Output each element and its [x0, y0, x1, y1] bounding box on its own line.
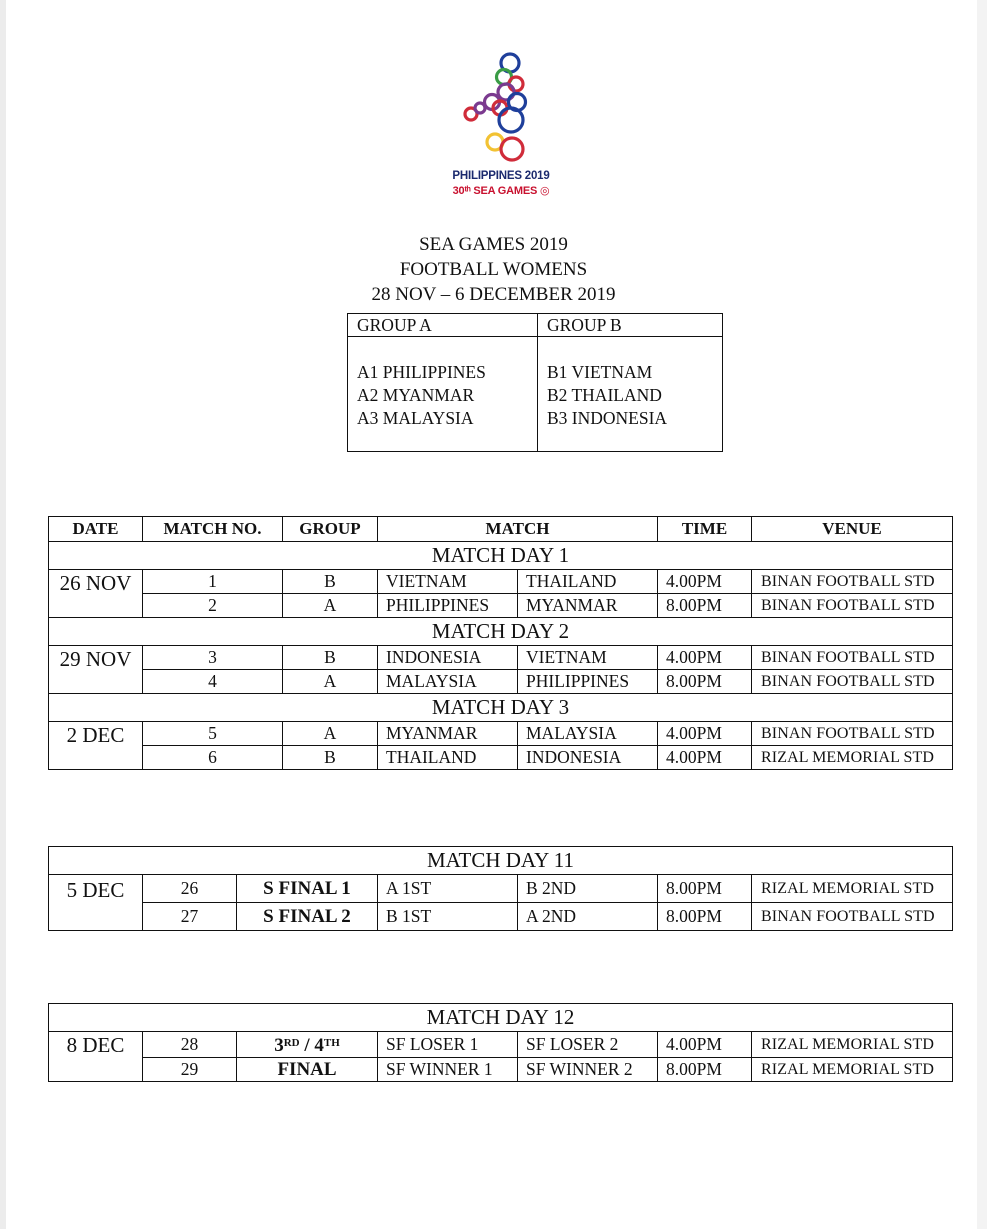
away-team: INDONESIA: [518, 746, 658, 770]
match-venue: RIZAL MEMORIAL STD: [752, 1032, 953, 1058]
col-venue: VENUE: [752, 517, 953, 542]
match-venue: BINAN FOOTBALL STD: [752, 722, 953, 746]
group-team: B3 INDONESIA: [547, 408, 668, 428]
col-date: DATE: [49, 517, 143, 542]
match-group: B: [283, 746, 378, 770]
table-row: [49, 570, 953, 594]
col-match: MATCH: [378, 517, 658, 542]
match-time: 4.00PM: [658, 722, 752, 746]
home-team: THAILAND: [378, 746, 518, 770]
match-number: 4: [143, 670, 283, 694]
table-row: [49, 722, 953, 746]
match-day-heading: MATCH DAY 12: [49, 1004, 953, 1032]
match-venue: BINAN FOOTBALL STD: [752, 903, 953, 931]
table-row: [49, 903, 953, 931]
match-date: 5 DEC: [49, 875, 143, 931]
group-team: B1 VIETNAM: [547, 362, 653, 382]
match-date: 29 NOV: [49, 646, 143, 694]
match-venue: RIZAL MEMORIAL STD: [752, 875, 953, 903]
event-dates: 28 NOV – 6 DECEMBER 2019: [371, 284, 616, 305]
away-team: SF WINNER 2: [518, 1058, 658, 1082]
match-venue: BINAN FOOTBALL STD: [752, 646, 953, 670]
group-a-teams: [348, 337, 538, 452]
home-team: A 1ST: [378, 875, 518, 903]
match-venue: BINAN FOOTBALL STD: [752, 594, 953, 618]
table-row: [49, 875, 953, 903]
group-b-title: GROUP B: [538, 314, 723, 337]
page-edge-right: [977, 0, 987, 1229]
match-group: A: [283, 594, 378, 618]
page-edge-left: [0, 0, 6, 1229]
match-number: 2: [143, 594, 283, 618]
home-team: VIETNAM: [378, 570, 518, 594]
logo-text-line2: 30ᵗʰ SEA GAMES ◎: [452, 185, 550, 197]
group-team: A2 MYANMAR: [357, 385, 475, 405]
match-stage: FINAL: [237, 1058, 378, 1082]
home-team: MYANMAR: [378, 722, 518, 746]
home-team: SF LOSER 1: [378, 1032, 518, 1058]
event-title: SEA GAMES 2019: [419, 234, 568, 255]
home-team: SF WINNER 1: [378, 1058, 518, 1082]
semi-final-schedule: [48, 846, 953, 931]
away-team: MYANMAR: [518, 594, 658, 618]
match-day-heading: MATCH DAY 1: [49, 542, 953, 570]
match-date: 8 DEC: [49, 1032, 143, 1082]
match-time: 4.00PM: [658, 570, 752, 594]
match-number: 29: [143, 1058, 237, 1082]
match-stage: S FINAL 1: [237, 875, 378, 903]
match-group: B: [283, 570, 378, 594]
match-number: 26: [143, 875, 237, 903]
col-time: TIME: [658, 517, 752, 542]
match-number: 3: [143, 646, 283, 670]
match-venue: RIZAL MEMORIAL STD: [752, 746, 953, 770]
match-number: 6: [143, 746, 283, 770]
groups-table: [347, 313, 723, 452]
group-stage-schedule: [48, 516, 953, 770]
stage-part: / 4: [299, 1035, 324, 1056]
match-venue: BINAN FOOTBALL STD: [752, 670, 953, 694]
header-row: [49, 517, 953, 542]
match-number: 27: [143, 903, 237, 931]
stage-part: 3: [274, 1035, 284, 1056]
match-group: A: [283, 670, 378, 694]
match-group: A: [283, 722, 378, 746]
table-row: [49, 594, 953, 618]
away-team: MALAYSIA: [518, 722, 658, 746]
match-time: 8.00PM: [658, 670, 752, 694]
match-time: 8.00PM: [658, 594, 752, 618]
table-row: [49, 746, 953, 770]
match-venue: BINAN FOOTBALL STD: [752, 570, 953, 594]
table-row: [49, 646, 953, 670]
match-venue: RIZAL MEMORIAL STD: [752, 1058, 953, 1082]
away-team: B 2ND: [518, 875, 658, 903]
group-team: A1 PHILIPPINES: [357, 362, 486, 382]
away-team: THAILAND: [518, 570, 658, 594]
group-a-title: GROUP A: [348, 314, 538, 337]
match-day-heading: MATCH DAY 11: [49, 847, 953, 875]
match-number: 1: [143, 570, 283, 594]
away-team: VIETNAM: [518, 646, 658, 670]
rings-logo-icon: [446, 50, 556, 170]
table-row: [49, 1058, 953, 1082]
event-subtitle: FOOTBALL WOMENS: [399, 259, 588, 280]
match-time: 4.00PM: [658, 1032, 752, 1058]
group-b-teams: [538, 337, 723, 452]
group-team: B2 THAILAND: [547, 385, 662, 405]
stage-suffix: RD: [283, 1037, 300, 1049]
sea-games-logo: [446, 50, 556, 200]
away-team: PHILIPPINES: [518, 670, 658, 694]
match-time: 4.00PM: [658, 646, 752, 670]
match-date: 26 NOV: [49, 570, 143, 618]
match-date: 2 DEC: [49, 722, 143, 770]
table-row: [49, 670, 953, 694]
match-stage: S FINAL 2: [237, 903, 378, 931]
match-group: B: [283, 646, 378, 670]
match-day-heading: MATCH DAY 3: [49, 694, 953, 722]
match-day-heading: MATCH DAY 2: [49, 618, 953, 646]
match-number: 5: [143, 722, 283, 746]
match-stage: [237, 1032, 378, 1058]
home-team: B 1ST: [378, 903, 518, 931]
match-time: 8.00PM: [658, 903, 752, 931]
match-time: 4.00PM: [658, 746, 752, 770]
stage-suffix: TH: [323, 1037, 340, 1049]
match-time: 8.00PM: [658, 875, 752, 903]
match-time: 8.00PM: [658, 1058, 752, 1082]
final-schedule: [48, 1003, 953, 1082]
match-number: 28: [143, 1032, 237, 1058]
col-group: GROUP: [283, 517, 378, 542]
away-team: A 2ND: [518, 903, 658, 931]
group-team: A3 MALAYSIA: [357, 408, 474, 428]
table-row: [49, 1032, 953, 1058]
away-team: SF LOSER 2: [518, 1032, 658, 1058]
home-team: MALAYSIA: [378, 670, 518, 694]
home-team: PHILIPPINES: [378, 594, 518, 618]
col-match-no: MATCH NO.: [143, 517, 283, 542]
logo-text-line1: PHILIPPINES 2019: [452, 170, 550, 182]
home-team: INDONESIA: [378, 646, 518, 670]
